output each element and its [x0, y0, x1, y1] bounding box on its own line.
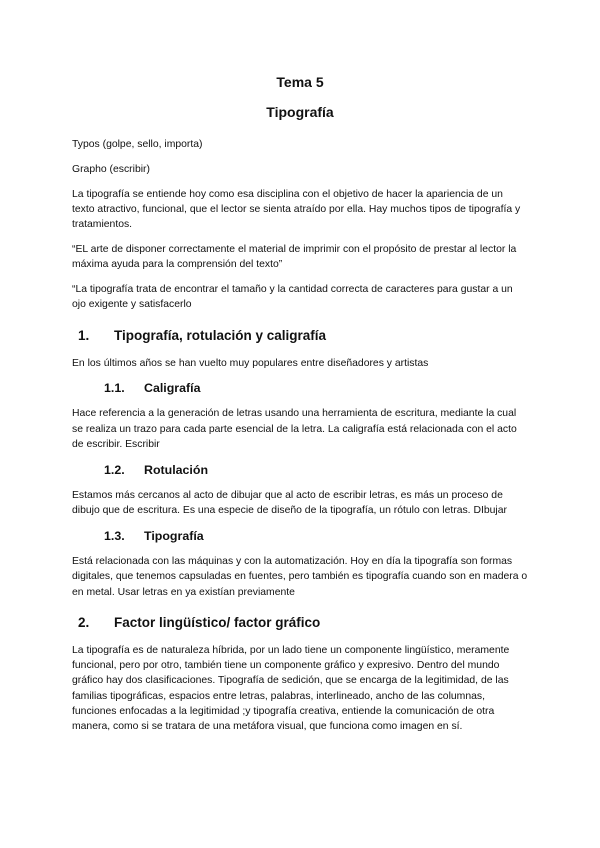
subsection-1-2-title: Rotulación	[144, 462, 209, 477]
subsection-1-1-number: 1.1.	[104, 381, 125, 396]
intro-quote-2: “La tipografía trata de encontrar el tamaño y la cantidad correcta de caracteres para gustar a un ojo exigente y satisfacerlo	[72, 284, 513, 311]
subsection-1-1-heading	[72, 380, 528, 396]
section-1-heading	[72, 327, 528, 344]
subsection-1-3-title: Tipografía	[144, 528, 204, 543]
section-1-paragraph: En los últimos años se han vuelto muy populares entre diseñadores y artistas	[72, 357, 429, 369]
subsection-1-3-number: 1.3.	[104, 528, 125, 543]
subsection-1-2-paragraph: Estamos más cercanos al acto de dibujar que al acto de escribir letras, es más un proceso de dibujo que de escritura. Es una especie de diseño de la tipografía, un rótulo con letras. DIbujar	[72, 489, 507, 517]
section-2-number: 2.	[78, 614, 90, 630]
subsection-1-1-title: Caligrafía	[144, 381, 201, 396]
section-2-heading	[72, 614, 528, 631]
intro-quote-1: “EL arte de disponer correctamente el material de imprimir con el propósito de prestar al lector la máxima ayuda para la comprensión del texto”	[72, 243, 517, 271]
subsection-1-3-heading	[72, 528, 528, 544]
intro-paragraph-definition: La tipografía se entiende hoy como esa disciplina con el objetivo de hacer la apariencia de un texto atractivo, funcional, que el lector se sienta atraído por ella. Hay muchos tipos de tipografía y tratamientos.	[72, 188, 521, 231]
subsection-1-2-number: 1.2.	[104, 462, 125, 477]
section-1-number: 1.	[78, 327, 90, 343]
document-topic: Tema 5	[276, 74, 324, 90]
subsection-1-2-heading	[72, 462, 528, 478]
subsection-1-1-paragraph: Hace referencia a la generación de letras usando una herramienta de escritura, mediante la cual se realiza un trazo para cada parte esencial de la letra. La caligrafía está relacionada con el acto de escribir. Escribir	[72, 408, 517, 451]
subsection-1-3-paragraph: Está relacionada con las máquinas y con la automatización. Hoy en día la tipografía son formas digitales, que tenemos capsuladas en fuentes, pero también es tipografía cuando son en madera o en metal. Usar letras en ya existían previamente	[72, 555, 528, 598]
intro-paragraph-typos: Typos (golpe, sello, importa)	[72, 139, 203, 150]
document-title: Tipografía	[266, 104, 334, 120]
intro-paragraph-grapho: Grapho (escribir)	[72, 163, 150, 175]
section-1-title: Tipografía, rotulación y caligrafía	[114, 327, 327, 343]
section-2-title: Factor lingüístico/ factor gráfico	[114, 614, 321, 630]
section-2-paragraph: La tipografía es de naturaleza híbrida, por un lado tiene un componente lingüístico, meramente funcional, pero por otro, también tiene un componente gráfico y expresivo. Dentro del mundo gráfico hay dos clasificaciones. Tipografía de sedición, que se encarga de la legitimidad, de las familias tipográficas, espacios entre letras, palabras, interlineado, ancho de las columnas, funciones enfocadas a la legitimidad ;y tipografía creativa, entiende la comunicación de otra manera, como si se tratara de una metáfora visual, que funciona como imagen en sí.	[72, 644, 510, 733]
